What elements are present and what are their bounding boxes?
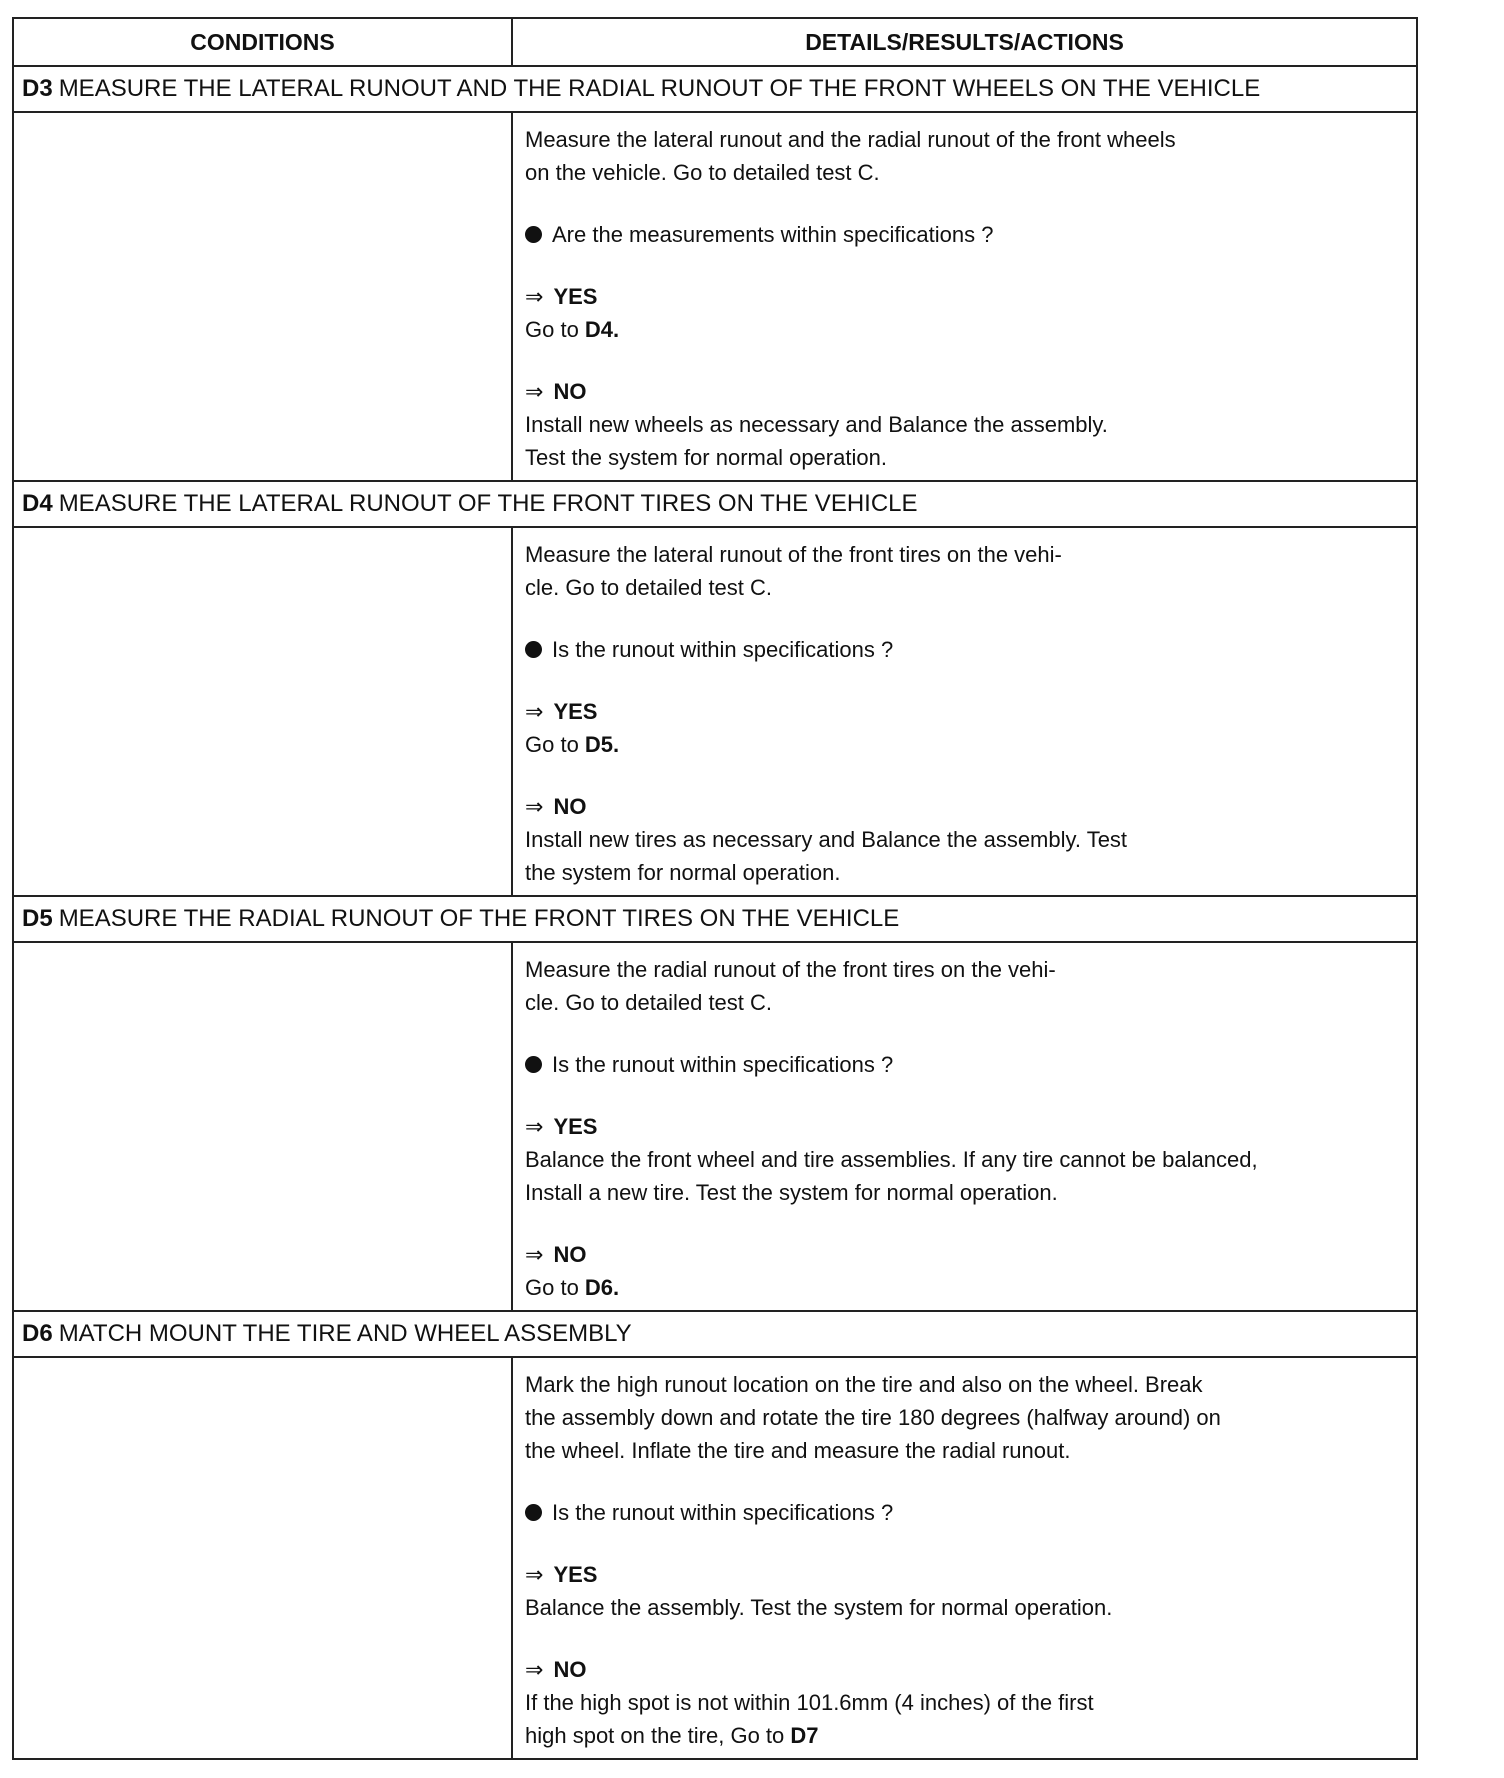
goto-step-ref: D4. [584, 317, 620, 342]
no-action-line: Test the system for normal operation. [525, 445, 887, 470]
no-result [525, 1238, 1404, 1304]
conditions-header: CONDITIONS [14, 19, 513, 65]
arrow-icon: ⇒ [525, 794, 544, 819]
sections-container [14, 67, 1416, 1758]
details-cell [513, 528, 1416, 895]
yes-label-text: YES [553, 1114, 598, 1139]
section-title-d3 [14, 67, 1416, 113]
question-text: Is the runout within specifications ? [552, 1500, 894, 1525]
yes-label [525, 280, 1404, 313]
question [525, 1496, 1404, 1529]
goto-step-ref: D6. [584, 1275, 620, 1300]
goto-text: high spot on the tire, Go to [525, 1723, 791, 1748]
goto-text: Go to [525, 732, 585, 757]
intro-line: the wheel. Inflate the tire and measure the radial runout. [525, 1438, 1071, 1463]
arrow-icon: ⇒ [525, 1114, 544, 1139]
intro-line: cle. Go to detailed test C. [525, 575, 773, 600]
no-action-line: Install new wheels as necessary and Balance the assembly. [525, 412, 1108, 437]
yes-result [525, 1558, 1404, 1624]
intro-line: Measure the lateral runout and the radial runout of the front wheels [525, 127, 1176, 152]
yes-result [525, 695, 1404, 761]
question-text: Is the runout within specifications ? [552, 1052, 894, 1077]
arrow-icon: ⇒ [525, 1657, 544, 1682]
no-label-text: NO [553, 1657, 587, 1682]
section-body [14, 1358, 1416, 1758]
no-goto [525, 1271, 1404, 1304]
conditions-cell [14, 943, 513, 1310]
step-code: D5 [22, 905, 53, 932]
yes-label [525, 1558, 1404, 1591]
section-body [14, 113, 1416, 482]
no-action-line: If the high spot is not within 101.6mm (4 inches) of the first [525, 1690, 1094, 1715]
question [525, 218, 1404, 251]
intro-paragraph [525, 538, 1404, 604]
bullet-icon [525, 226, 542, 243]
intro-line: cle. Go to detailed test C. [525, 990, 773, 1015]
step-title: MATCH MOUNT THE TIRE AND WHEEL ASSEMBLY [58, 1320, 632, 1347]
no-result [525, 375, 1404, 474]
conditions-cell [14, 1358, 513, 1758]
question [525, 633, 1404, 666]
goto-step-ref: D7 [790, 1723, 819, 1748]
yes-goto [525, 728, 1404, 761]
step-title: MEASURE THE LATERAL RUNOUT OF THE FRONT TIRES ON THE VEHICLE [58, 490, 918, 517]
yes-action-line: Balance the front wheel and tire assemblies. If any tire cannot be balanced, [525, 1147, 1258, 1172]
yes-result [525, 280, 1404, 346]
no-label-text: NO [553, 1242, 587, 1267]
yes-label-text: YES [553, 284, 598, 309]
no-label [525, 790, 1404, 823]
intro-line: Mark the high runout location on the tire and also on the wheel. Break [525, 1372, 1203, 1397]
table-header [14, 19, 1416, 67]
goto-step-ref: D5. [584, 732, 620, 757]
question [525, 1048, 1404, 1081]
diagnostic-table [12, 17, 1418, 1760]
no-label-text: NO [553, 794, 587, 819]
section-title-d5 [14, 897, 1416, 943]
yes-action-line: Install a new tire. Test the system for normal operation. [525, 1180, 1058, 1205]
arrow-icon: ⇒ [525, 699, 544, 724]
conditions-cell [14, 113, 513, 480]
arrow-icon: ⇒ [525, 284, 544, 309]
yes-label-text: YES [553, 1562, 598, 1587]
details-cell [513, 113, 1416, 480]
yes-result [525, 1110, 1404, 1209]
section-title-d4 [14, 482, 1416, 528]
no-label [525, 1653, 1404, 1686]
intro-paragraph [525, 1368, 1404, 1467]
step-title: MEASURE THE LATERAL RUNOUT AND THE RADIAL RUNOUT OF THE FRONT WHEELS ON THE VEHICLE [58, 75, 1261, 102]
no-action-line: Install new tires as necessary and Balance the assembly. Test [525, 827, 1128, 852]
section-body [14, 943, 1416, 1312]
no-result [525, 790, 1404, 889]
no-result [525, 1653, 1404, 1752]
step-title: MEASURE THE RADIAL RUNOUT OF THE FRONT TIRES ON THE VEHICLE [58, 905, 900, 932]
yes-action-line: Balance the assembly. Test the system for normal operation. [525, 1595, 1113, 1620]
no-label [525, 1238, 1404, 1271]
section-body [14, 528, 1416, 897]
bullet-icon [525, 641, 542, 658]
intro-line: the assembly down and rotate the tire 180 degrees (halfway around) on [525, 1405, 1221, 1430]
yes-label-text: YES [553, 699, 598, 724]
step-code: D3 [22, 75, 53, 102]
details-cell [513, 1358, 1416, 1758]
no-label [525, 375, 1404, 408]
intro-line: on the vehicle. Go to detailed test C. [525, 160, 880, 185]
section-title-d6 [14, 1312, 1416, 1358]
no-label-text: NO [553, 379, 587, 404]
question-text: Are the measurements within specifications ? [552, 222, 994, 247]
goto-text: Go to [525, 317, 585, 342]
intro-line: Measure the lateral runout of the front tires on the vehi- [525, 542, 1062, 567]
yes-label [525, 695, 1404, 728]
details-cell [513, 943, 1416, 1310]
intro-paragraph [525, 123, 1404, 189]
bullet-icon [525, 1504, 542, 1521]
conditions-cell [14, 528, 513, 895]
arrow-icon: ⇒ [525, 379, 544, 404]
step-code: D4 [22, 490, 53, 517]
intro-paragraph [525, 953, 1404, 1019]
arrow-icon: ⇒ [525, 1562, 544, 1587]
yes-label [525, 1110, 1404, 1143]
step-code: D6 [22, 1320, 53, 1347]
arrow-icon: ⇒ [525, 1242, 544, 1267]
no-goto [525, 1719, 1404, 1752]
details-header: DETAILS/RESULTS/ACTIONS [805, 28, 1124, 55]
goto-text: Go to [525, 1275, 585, 1300]
bullet-icon [525, 1056, 542, 1073]
yes-goto [525, 313, 1404, 346]
question-text: Is the runout within specifications ? [552, 637, 894, 662]
intro-line: Measure the radial runout of the front tires on the vehi- [525, 957, 1056, 982]
no-action-line: the system for normal operation. [525, 860, 841, 885]
